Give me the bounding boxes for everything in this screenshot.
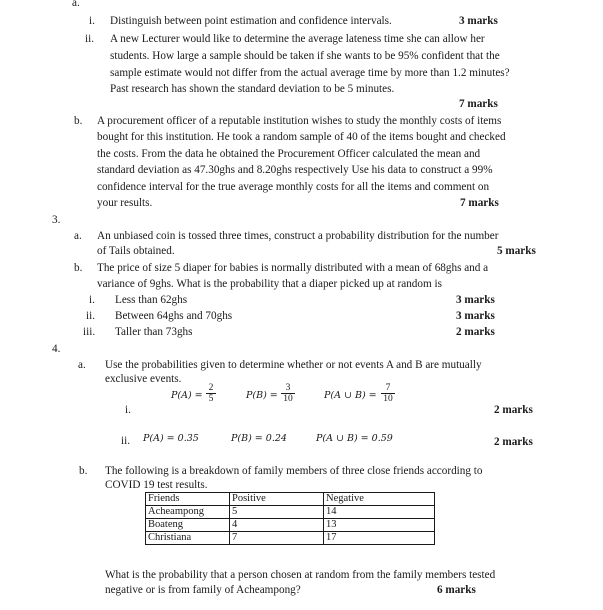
p-b-value: P(B) = 0.24 bbox=[231, 433, 287, 444]
table-header-cell: Friends bbox=[146, 493, 230, 506]
q2-b-line: standard deviation as 47.30ghs and 8.20ghs respectively Use his data to construct a 99% bbox=[97, 164, 493, 176]
table-cell: Christiana bbox=[146, 532, 230, 545]
q2-b-line: A procurement officer of a reputable institution wishes to study the monthly costs of items bbox=[97, 115, 502, 127]
q3-b-item-text: Between 64ghs and 70ghs bbox=[115, 310, 233, 322]
q4-b-marks: 6 marks bbox=[437, 584, 476, 596]
table-cell: 4 bbox=[230, 519, 324, 532]
table-cell: 5 bbox=[230, 506, 324, 519]
q3-a-line: An unbiased coin is tossed three times, construct a probability distribution for the number bbox=[97, 230, 499, 242]
fraction-denominator: 10 bbox=[381, 393, 395, 404]
table-cell: Boateng bbox=[146, 519, 230, 532]
q4-b-line: The following is a breakdown of family members of three close friends according to bbox=[105, 465, 483, 477]
q3-a-marks: 5 marks bbox=[497, 245, 536, 257]
table-cell: 17 bbox=[324, 532, 435, 545]
p-b-label: P(B) = bbox=[246, 390, 278, 401]
q2-a-ii-line: Past research has shown the standard deviation to be 5 minutes. bbox=[110, 83, 395, 95]
q3-b-item-text: Taller than 73ghs bbox=[115, 326, 193, 338]
q4-a-i-number: i. bbox=[125, 404, 131, 416]
q2-b-line: confidence interval for the true average monthly costs for all the items and comment on bbox=[97, 181, 490, 193]
q4-b-question-line: negative or is from family of Acheampong? bbox=[105, 584, 301, 596]
table-cell: 13 bbox=[324, 519, 435, 532]
q2-part-b-label: b. bbox=[74, 115, 83, 127]
table-header-row bbox=[146, 493, 435, 506]
q3-b-item-marks: 3 marks bbox=[456, 310, 495, 322]
q2-b-marks: 7 marks bbox=[460, 197, 499, 209]
table-cell: 7 bbox=[230, 532, 324, 545]
table-row bbox=[146, 506, 435, 519]
q2-a-ii-marks: 7 marks bbox=[459, 98, 498, 110]
q3-b-line: The price of size 5 diaper for babies is normally distributed with a mean of 68ghs and a bbox=[97, 262, 489, 274]
q3-b-item-text: Less than 62ghs bbox=[115, 294, 188, 306]
q3-b-line: variance of 9ghs. What is the probability that a diaper picked up at random is bbox=[97, 278, 442, 290]
q4-part-b-label: b. bbox=[79, 465, 88, 477]
table-header-cell: Negative bbox=[324, 493, 435, 506]
question-3-number: 3. bbox=[52, 214, 61, 226]
q2-a-ii-line: students. How large a sample should be taken if she wants to be 95% confident that the bbox=[110, 50, 500, 62]
q3-part-b-label: b. bbox=[74, 262, 83, 274]
table-row bbox=[146, 519, 435, 532]
fraction-numerator: 7 bbox=[385, 383, 391, 393]
family-test-results-table bbox=[145, 492, 435, 545]
fraction-numerator: 2 bbox=[208, 383, 214, 393]
q3-b-item-number: i. bbox=[89, 294, 95, 306]
q2-a-i-number: i. bbox=[89, 15, 95, 27]
q4-a-line: exclusive events. bbox=[105, 373, 182, 385]
q3-b-item-marks: 3 marks bbox=[456, 294, 495, 306]
q3-part-a-label: a. bbox=[74, 230, 82, 242]
q3-b-item-number: iii. bbox=[83, 326, 96, 338]
p-a-value: P(A) = 0.35 bbox=[143, 433, 199, 444]
p-a-union-b-fraction bbox=[381, 383, 395, 404]
q2-b-line: the costs. From the data he obtained the Procurement Officer calculated the mean and bbox=[97, 148, 481, 160]
q4-a-line: Use the probabilities given to determine whether or not events A and B are mutually bbox=[105, 359, 482, 371]
q2-a-ii-number: ii. bbox=[85, 33, 95, 45]
q3-b-item-marks: 2 marks bbox=[456, 326, 495, 338]
q2-b-line: bought for this institution. He took a random sample of 40 of the items bought and checked bbox=[97, 131, 506, 143]
q4-b-question-line: What is the probability that a person chosen at random from the family members tested bbox=[105, 569, 496, 581]
fraction-denominator: 10 bbox=[281, 393, 295, 404]
q4-b-line: COVID 19 test results. bbox=[105, 479, 208, 491]
q3-a-line: of Tails obtained. bbox=[97, 245, 175, 257]
q2-b-line: your results. bbox=[97, 197, 153, 209]
p-a-union-b-value: P(A ∪ B) = 0.59 bbox=[316, 433, 393, 444]
table-row bbox=[146, 532, 435, 545]
q4-part-a-label: a. bbox=[78, 359, 86, 371]
q4-a-i-marks: 2 marks bbox=[494, 404, 533, 416]
q4-a-ii-marks: 2 marks bbox=[494, 436, 533, 448]
q3-b-item-number: ii. bbox=[86, 310, 96, 322]
table-cell: Acheampong bbox=[146, 506, 230, 519]
q2-a-i-text: Distinguish between point estimation and confidence intervals. bbox=[110, 15, 392, 27]
q4-a-ii-number: ii. bbox=[121, 435, 131, 447]
table-cell: 14 bbox=[324, 506, 435, 519]
p-b-fraction bbox=[281, 383, 295, 404]
q2-part-a-label: a. bbox=[72, 0, 80, 9]
p-a-fraction bbox=[206, 383, 216, 404]
fraction-denominator: 5 bbox=[206, 393, 216, 404]
p-a-label: P(A) = bbox=[171, 390, 203, 401]
fraction-numerator: 3 bbox=[285, 383, 291, 393]
q2-a-ii-line: sample estimate would not differ from the actual average time by more than 1.2 minutes? bbox=[110, 67, 510, 79]
q2-a-ii-line: A new Lecturer would like to determine the average lateness time she can allow her bbox=[110, 33, 485, 45]
question-4-number: 4. bbox=[52, 343, 61, 355]
p-a-union-b-label: P(A ∪ B) = bbox=[324, 390, 377, 401]
table-header-cell: Positive bbox=[230, 493, 324, 506]
q2-a-i-marks: 3 marks bbox=[459, 15, 498, 27]
